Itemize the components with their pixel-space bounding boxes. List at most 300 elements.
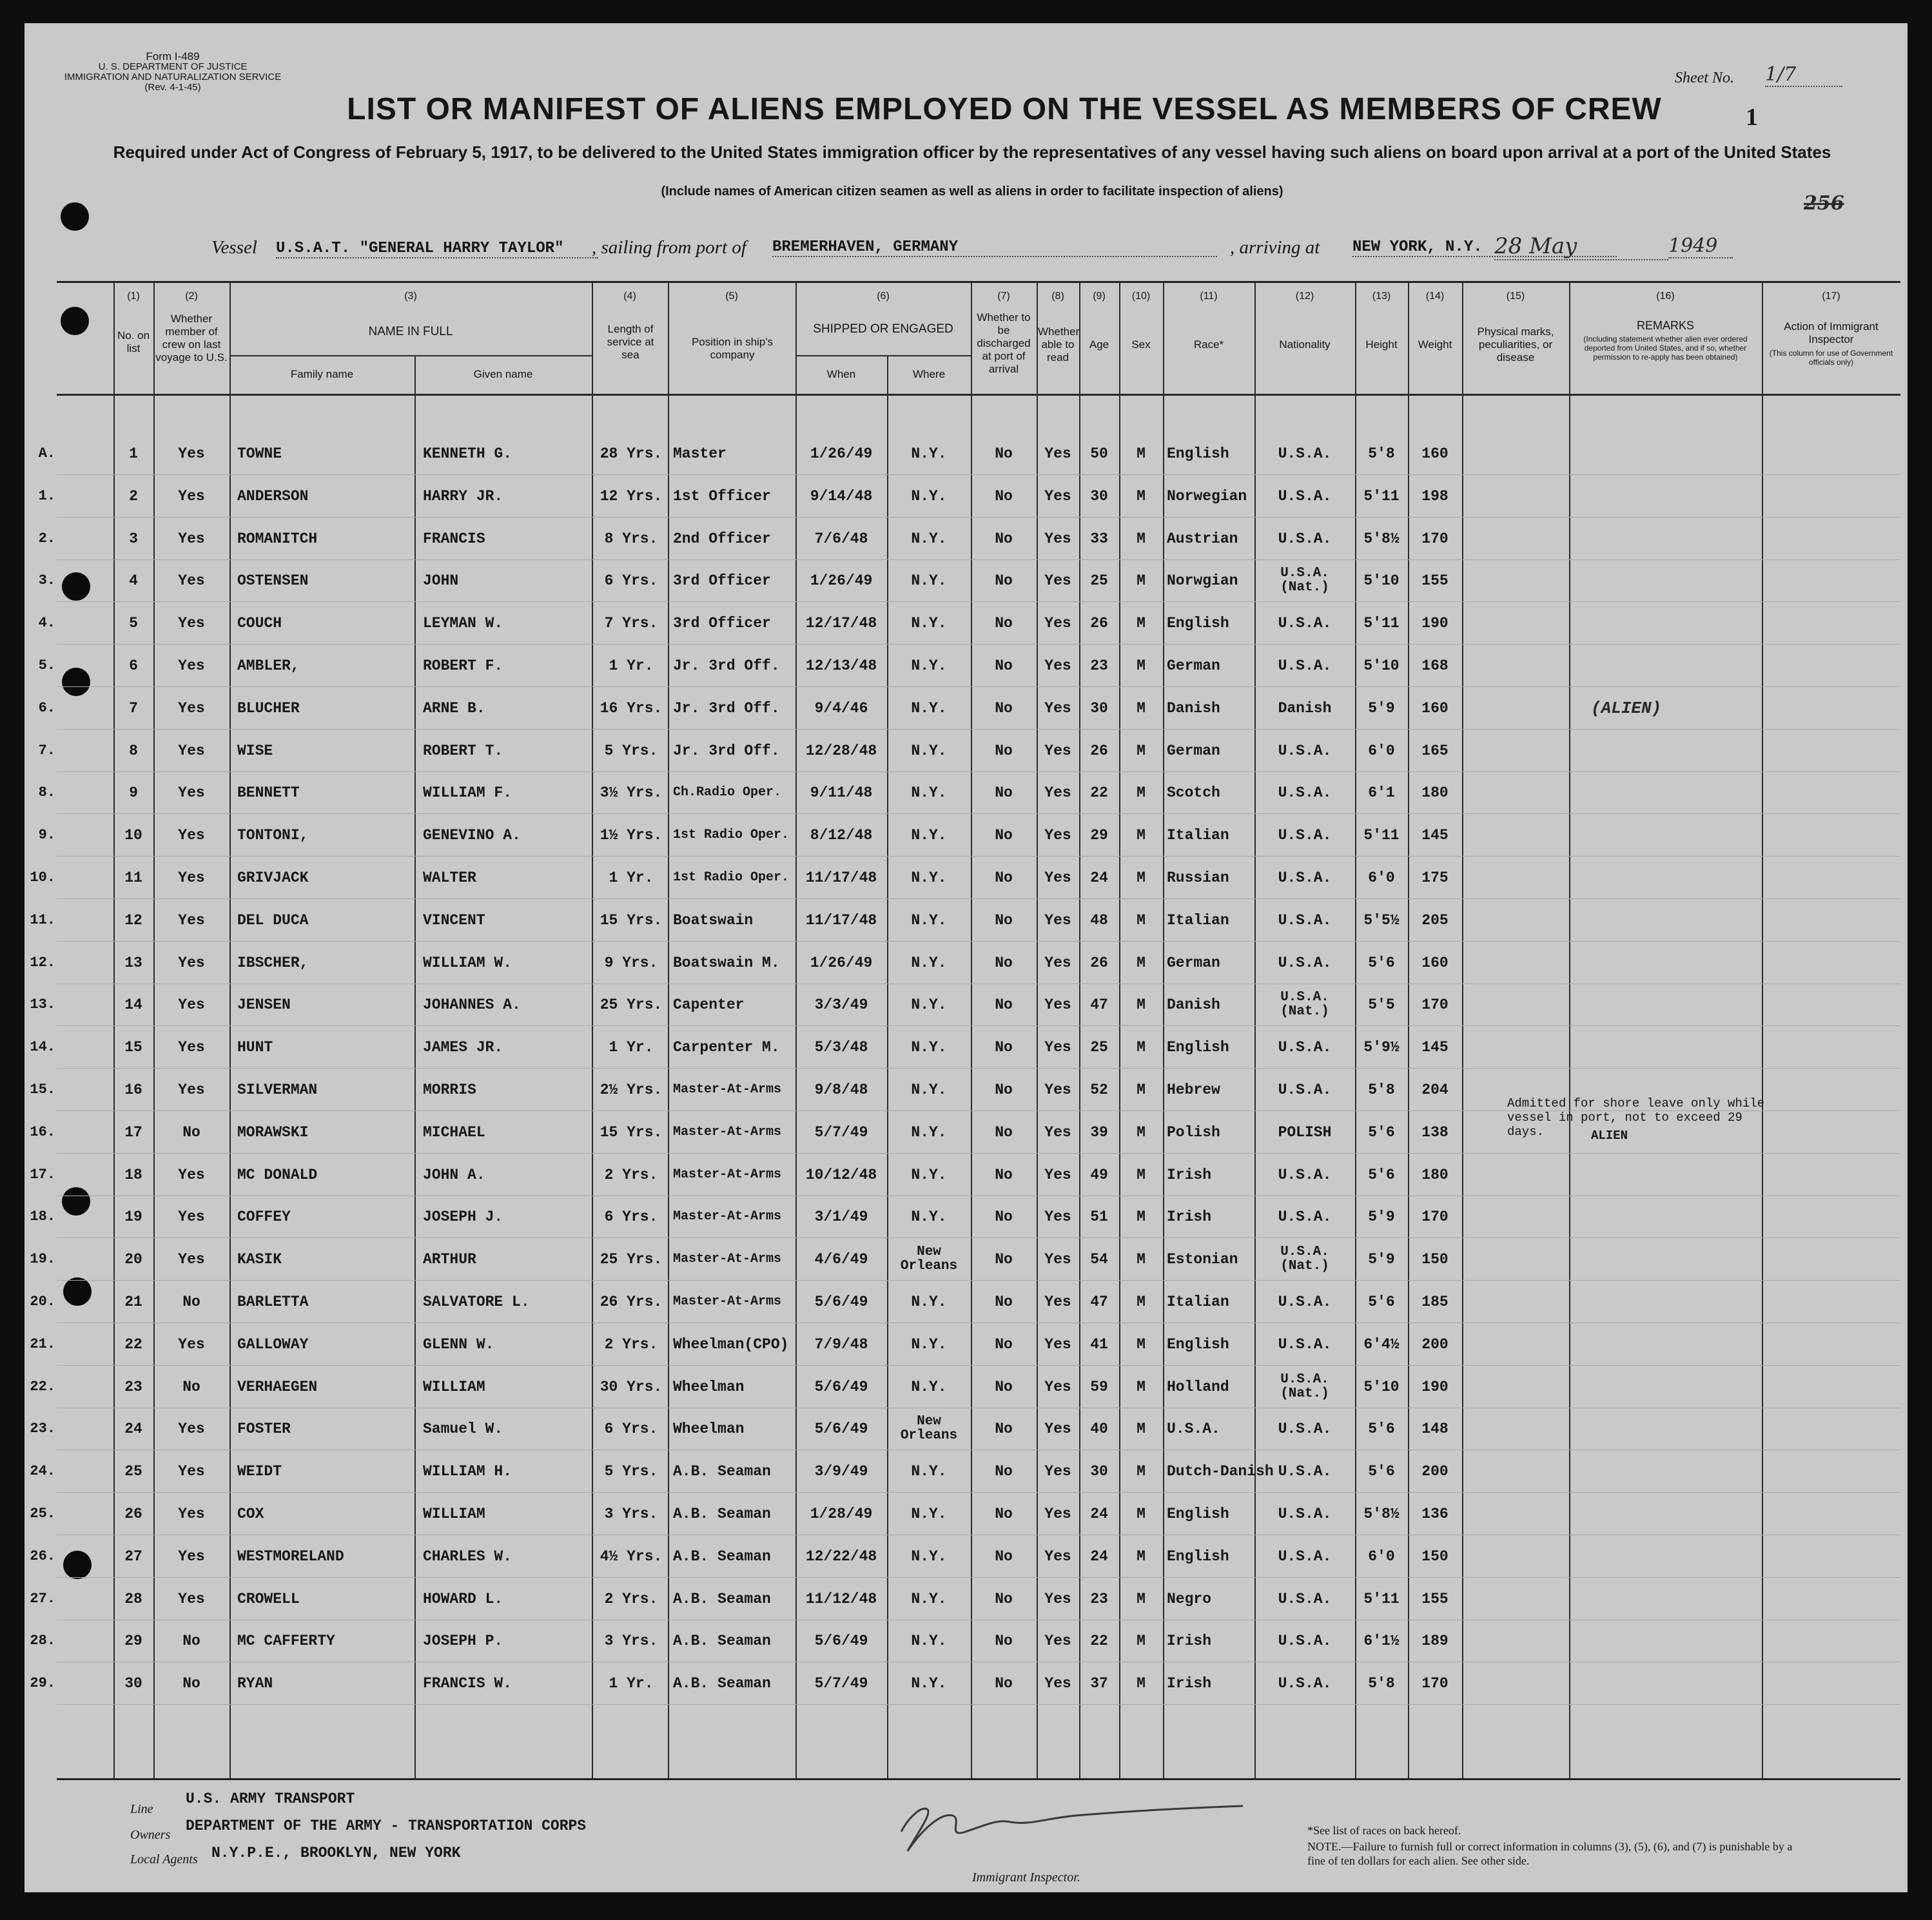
cell-position: Wheelman — [673, 1378, 745, 1395]
cell-age: 47 — [1090, 996, 1108, 1014]
cell-member: Yes — [178, 530, 205, 547]
cell-read: Yes — [1044, 1547, 1071, 1565]
cell-nat: U.S.A. — [1278, 1506, 1332, 1522]
cell-height: 5'10 — [1363, 572, 1400, 590]
cell-height: 5'6 — [1368, 1123, 1395, 1141]
row-rule — [57, 1068, 1900, 1069]
col-num-12: (12) — [1295, 291, 1314, 302]
cell-where: New Orleans — [900, 1414, 958, 1444]
cell-weight: 180 — [1421, 784, 1449, 802]
cell-race: Italian — [1167, 911, 1229, 929]
cell-age: 23 — [1090, 1590, 1108, 1607]
row-rule — [57, 1280, 1900, 1281]
cell-height: 6'1 — [1368, 784, 1395, 802]
cell-service: 2 Yrs. — [604, 1335, 658, 1353]
cell-read: Yes — [1044, 1294, 1071, 1310]
cell-given: ROBERT T. — [423, 742, 503, 759]
cell-sex: M — [1137, 1421, 1146, 1438]
cell-given: ARNE B. — [423, 699, 485, 717]
cell-member: Yes — [178, 1039, 205, 1056]
cell-member: Yes — [178, 1251, 205, 1268]
col-label-where: Where — [912, 368, 946, 380]
row-margin-label: 27. — [30, 1590, 55, 1607]
cell-weight: 155 — [1421, 572, 1449, 590]
cell-where: N.Y. — [911, 530, 947, 547]
cell-position: Master-At-Arms — [673, 1082, 782, 1097]
cell-when: 12/13/48 — [805, 657, 877, 674]
cell-read: Yes — [1044, 1251, 1071, 1268]
cell-height: 5'11 — [1363, 487, 1400, 505]
cell-height: 5'10 — [1363, 1378, 1400, 1395]
cell-family: COX — [237, 1506, 264, 1522]
col-num-7: (7) — [997, 291, 1010, 302]
cell-when: 9/11/48 — [810, 784, 873, 802]
cell-disch: No — [995, 1547, 1013, 1565]
cell-race: English — [1167, 1335, 1229, 1353]
cell-sex: M — [1137, 742, 1146, 759]
cell-where: N.Y. — [911, 1294, 947, 1310]
cell-race: Russian — [1167, 869, 1229, 886]
cell-race: English — [1167, 1039, 1229, 1056]
cell-service: 5 Yrs. — [604, 1463, 658, 1480]
row-rule — [57, 1237, 1900, 1238]
cell-sex: M — [1137, 1251, 1146, 1268]
cell-no: 17 — [124, 1123, 142, 1141]
row-rule — [57, 644, 1900, 645]
cell-where: N.Y. — [911, 1675, 947, 1692]
cell-nat: U.S.A. — [1278, 742, 1332, 759]
cell-service: 9 Yrs. — [604, 954, 658, 971]
cell-service: 8 Yrs. — [604, 530, 658, 547]
cell-nat: U.S.A. — [1278, 530, 1332, 547]
cell-position: Master — [673, 445, 727, 462]
cell-member: Yes — [178, 1335, 205, 1353]
cell-no: 19 — [124, 1208, 142, 1226]
agents-label: Local Agents — [130, 1852, 198, 1867]
cell-nat: U.S.A. — [1278, 1335, 1332, 1353]
cell-weight: 155 — [1421, 1590, 1449, 1607]
cell-weight: 200 — [1421, 1335, 1449, 1353]
cell-no: 15 — [124, 1039, 142, 1056]
cell-no: 2 — [129, 487, 138, 505]
cell-position: A.B. Seaman — [673, 1463, 771, 1480]
cell-when: 4/6/49 — [814, 1251, 868, 1268]
col-label-family: Family name — [290, 368, 354, 380]
arrival-date: 28 May — [1494, 233, 1668, 260]
cell-family: COFFEY — [237, 1208, 291, 1226]
cell-weight: 170 — [1421, 530, 1449, 547]
cell-service: 2 Yrs. — [604, 1166, 658, 1183]
cell-height: 5'9 — [1368, 699, 1395, 717]
cell-height: 5'8½ — [1363, 530, 1400, 547]
cell-sex: M — [1137, 530, 1146, 547]
cell-no: 29 — [124, 1633, 142, 1650]
cell-weight: 189 — [1421, 1633, 1449, 1650]
owners-label: Owners — [130, 1828, 171, 1842]
cell-age: 51 — [1090, 1208, 1108, 1226]
cell-service: 12 Yrs. — [600, 487, 663, 505]
agents-value: N.Y.P.E., BROOKLYN, NEW YORK — [211, 1845, 461, 1861]
cell-position: Master-At-Arms — [673, 1294, 782, 1309]
cell-race: Norwegian — [1167, 487, 1247, 505]
cell-height: 5'8 — [1368, 445, 1395, 462]
form-identifier — [63, 52, 282, 93]
cell-race: German — [1167, 657, 1220, 674]
form-revision: (Rev. 4-1-45) — [144, 82, 201, 93]
cell-disch: No — [995, 1590, 1013, 1607]
cell-sex: M — [1137, 699, 1146, 717]
cell-family: IBSCHER, — [237, 954, 309, 971]
cell-member: No — [182, 1378, 200, 1395]
cell-remark: Admitted for shore leave only while vessel in port, not to exceed 29 days. — [1507, 1096, 1765, 1139]
cell-nat: U.S.A. — [1278, 615, 1332, 632]
col-num-13: (13) — [1372, 291, 1391, 302]
cell-weight: 175 — [1421, 869, 1449, 886]
cell-age: 22 — [1090, 1633, 1108, 1650]
cell-position: Wheelman — [673, 1421, 745, 1438]
cell-given: KENNETH G. — [423, 445, 512, 462]
cell-disch: No — [995, 657, 1013, 674]
cell-position: A.B. Seaman — [673, 1633, 771, 1650]
cell-no: 1 — [129, 445, 138, 462]
cell-when: 12/17/48 — [805, 615, 877, 632]
row-margin-label: 9. — [38, 827, 55, 844]
inspector-label: Immigrant Inspector. — [972, 1870, 1080, 1885]
cell-height: 5'9 — [1368, 1208, 1395, 1226]
cell-where: N.Y. — [911, 1081, 947, 1098]
cell-disch: No — [995, 615, 1013, 632]
cell-sex: M — [1137, 1590, 1146, 1607]
cell-age: 30 — [1090, 699, 1108, 717]
cell-family: FOSTER — [237, 1421, 291, 1438]
cell-height: 5'8 — [1368, 1675, 1395, 1692]
cell-height: 6'4½ — [1363, 1335, 1400, 1353]
cell-family: HUNT — [237, 1039, 273, 1056]
cell-age: 26 — [1090, 954, 1108, 971]
cell-position: 1st Radio Oper. — [673, 870, 790, 885]
vessel-name: U.S.A.T. "GENERAL HARRY TAYLOR" — [276, 240, 598, 258]
cell-nat: U.S.A. — [1278, 954, 1332, 971]
cell-family: TONTONI, — [237, 827, 309, 844]
col-label-member: Whether member of crew on last voyage to U.S. — [155, 313, 228, 364]
row-margin-label: 12. — [30, 954, 55, 971]
cell-nat: U.S.A. — [1278, 1633, 1332, 1650]
cell-weight: 198 — [1421, 487, 1449, 505]
sailing-label: , sailing from port of — [592, 237, 746, 258]
cell-read: Yes — [1044, 954, 1071, 971]
cell-read: Yes — [1044, 1208, 1071, 1226]
cell-age: 30 — [1090, 1463, 1108, 1480]
cell-when: 5/6/49 — [814, 1378, 868, 1395]
cell-given: JOHN A. — [423, 1166, 485, 1183]
cell-sex: M — [1137, 615, 1146, 632]
cell-height: 5'6 — [1368, 1166, 1395, 1183]
cell-when: 1/26/49 — [810, 954, 873, 971]
cell-age: 25 — [1090, 572, 1108, 590]
cell-height: 5'8 — [1368, 1081, 1395, 1098]
cell-age: 47 — [1090, 1294, 1108, 1310]
cell-race: Estonian — [1167, 1251, 1238, 1268]
cell-family: WESTMORELAND — [237, 1547, 344, 1565]
cell-position: Carpenter M. — [673, 1039, 780, 1056]
cell-disch: No — [995, 445, 1013, 462]
col-label-weight: Weight — [1418, 338, 1452, 351]
cell-where: N.Y. — [911, 911, 947, 929]
cell-height: 5'11 — [1363, 615, 1400, 632]
cell-sex: M — [1137, 911, 1146, 929]
cell-read: Yes — [1044, 784, 1071, 802]
cell-no: 23 — [124, 1378, 142, 1395]
cell-service: 30 Yrs. — [600, 1378, 663, 1395]
cell-age: 59 — [1090, 1378, 1108, 1395]
cell-height: 5'8½ — [1363, 1506, 1400, 1522]
row-margin-label: 5. — [38, 657, 55, 674]
cell-given: JOHN — [423, 572, 459, 590]
row-rule — [57, 1577, 1900, 1578]
cell-disch: No — [995, 784, 1013, 802]
manifest-sheet — [24, 23, 1908, 1892]
cell-where: N.Y. — [911, 699, 947, 717]
cell-given: HARRY JR. — [423, 487, 503, 505]
cell-where: N.Y. — [911, 1547, 947, 1565]
cell-member: Yes — [178, 1421, 205, 1438]
cell-where: N.Y. — [911, 1378, 947, 1395]
cell-age: 40 — [1090, 1421, 1108, 1438]
cell-read: Yes — [1044, 996, 1071, 1014]
cell-nat: U.S.A. — [1278, 827, 1332, 844]
cell-where: N.Y. — [911, 1463, 947, 1480]
cell-no: 6 — [129, 657, 138, 674]
cell-when: 8/12/48 — [810, 827, 873, 844]
cell-disch: No — [995, 1506, 1013, 1522]
cell-where: N.Y. — [911, 869, 947, 886]
cell-family: WISE — [237, 742, 273, 759]
cell-height: 5'6 — [1368, 954, 1395, 971]
cell-height: 6'1½ — [1363, 1633, 1400, 1650]
row-margin-label: 20. — [30, 1294, 55, 1310]
cell-weight: 200 — [1421, 1463, 1449, 1480]
cell-race: Norwgian — [1167, 572, 1238, 590]
cell-no: 5 — [129, 615, 138, 632]
cell-no: 13 — [124, 954, 142, 971]
cell-service: 15 Yrs. — [600, 911, 663, 929]
cell-family: KASIK — [237, 1251, 282, 1268]
cell-service: 1 Yr. — [609, 1039, 654, 1056]
cell-given: Samuel W. — [423, 1421, 503, 1438]
cell-sex: M — [1137, 1506, 1146, 1522]
cell-sex: M — [1137, 1208, 1146, 1226]
cell-given: JOSEPH J. — [423, 1208, 503, 1226]
cell-race: Hebrew — [1167, 1081, 1220, 1098]
row-margin-label: 1. — [38, 487, 55, 504]
cell-height: 5'5 — [1368, 996, 1395, 1014]
cell-disch: No — [995, 530, 1013, 547]
cell-height: 5'11 — [1363, 827, 1400, 844]
cell-where: N.Y. — [911, 1039, 947, 1056]
cell-race: Irish — [1167, 1166, 1212, 1183]
arriving-label: , arriving at — [1230, 237, 1320, 258]
cell-service: 6 Yrs. — [604, 1208, 658, 1226]
cell-read: Yes — [1044, 1506, 1071, 1522]
cell-read: Yes — [1044, 827, 1071, 844]
cell-position: Master-At-Arms — [673, 1209, 782, 1225]
cell-weight: 165 — [1421, 742, 1449, 759]
col-label-read: Whether able to read — [1038, 325, 1080, 364]
cell-no: 28 — [124, 1590, 142, 1607]
line-label: Line — [130, 1802, 153, 1816]
cell-when: 11/17/48 — [805, 869, 877, 886]
cell-position: Boatswain — [673, 911, 754, 929]
sheet-no-value: 1/7 — [1765, 63, 1842, 87]
cell-position: 1st Officer — [673, 487, 771, 505]
cell-height: 5'5½ — [1363, 911, 1400, 929]
cell-when: 7/9/48 — [814, 1335, 868, 1353]
col-num-5: (5) — [725, 291, 738, 302]
cell-service: 7 Yrs. — [604, 615, 658, 632]
cell-sex: M — [1137, 445, 1146, 462]
cell-family: GRIVJACK — [237, 869, 309, 886]
row-rule — [57, 1025, 1900, 1026]
corner-number: 256 — [1804, 192, 1844, 215]
cell-family: BARLETTA — [237, 1294, 309, 1310]
cell-nat: U.S.A. — [1278, 1208, 1332, 1226]
cell-member: Yes — [178, 657, 205, 674]
cell-sex: M — [1137, 1039, 1146, 1056]
cell-family: SILVERMAN — [237, 1081, 318, 1098]
cell-when: 3/1/49 — [814, 1208, 868, 1226]
col-label-service: Length of service at sea — [607, 323, 654, 361]
cell-age: 23 — [1090, 657, 1108, 674]
form-service: IMMIGRATION AND NATURALIZATION SERVICE — [64, 72, 282, 82]
cell-position: Capenter — [673, 996, 745, 1014]
cell-when: 7/6/48 — [814, 530, 868, 547]
cell-age: 49 — [1090, 1166, 1108, 1183]
row-margin-label: 3. — [38, 572, 55, 589]
cell-nat: Danish — [1278, 699, 1332, 717]
col-num-14: (14) — [1425, 291, 1445, 302]
cell-nat: U.S.A. (Nat.) — [1280, 1372, 1329, 1401]
cell-service: 6 Yrs. — [604, 572, 658, 590]
col-num-11: (11) — [1200, 291, 1218, 302]
col-label-age: Age — [1089, 338, 1109, 351]
cell-age: 37 — [1090, 1675, 1108, 1692]
cell-service: 1½ Yrs. — [600, 827, 663, 844]
cell-service: 2½ Yrs. — [600, 1081, 663, 1098]
cell-given: LEYMAN W. — [423, 615, 503, 632]
col-num-8: (8) — [1051, 291, 1064, 302]
cell-disch: No — [995, 1294, 1013, 1310]
cell-family: JENSEN — [237, 996, 291, 1014]
cell-given: MORRIS — [423, 1081, 476, 1098]
cell-service: 3½ Yrs. — [600, 784, 663, 802]
cell-where: N.Y. — [911, 954, 947, 971]
cell-age: 50 — [1090, 445, 1108, 462]
cell-member: Yes — [178, 615, 205, 632]
cell-service: 4½ Yrs. — [600, 1547, 663, 1565]
cell-age: 54 — [1090, 1251, 1108, 1268]
cell-nat: U.S.A. — [1278, 1166, 1332, 1183]
row-rule — [57, 474, 1900, 475]
punch-hole — [61, 202, 89, 231]
cell-where: N.Y. — [911, 996, 947, 1014]
row-margin-label: 24. — [30, 1463, 55, 1480]
cell-remark-status: ALIEN — [1591, 1128, 1628, 1143]
row-margin-label: 7. — [38, 742, 55, 759]
cell-where: N.Y. — [911, 487, 947, 505]
cell-service: 26 Yrs. — [600, 1294, 663, 1310]
cell-height: 6'0 — [1368, 742, 1395, 759]
cell-no: 12 — [124, 911, 142, 929]
cell-race: Danish — [1167, 996, 1220, 1014]
cell-when: 1/26/49 — [810, 445, 873, 462]
cell-when: 5/7/49 — [814, 1675, 868, 1692]
cell-when: 9/14/48 — [810, 487, 873, 505]
cell-position: A.B. Seaman — [673, 1675, 771, 1692]
cell-read: Yes — [1044, 1039, 1071, 1056]
include-text: (Include names of American citizen seamen as well as aliens in order to facilitate inspection of aliens) — [661, 184, 1283, 199]
cell-read: Yes — [1044, 1675, 1071, 1692]
cell-age: 25 — [1090, 1039, 1108, 1056]
row-rule — [57, 856, 1900, 857]
col-label-no: No. on list — [117, 329, 150, 354]
cell-height: 5'9½ — [1363, 1039, 1400, 1056]
cell-sex: M — [1137, 1294, 1146, 1310]
cell-age: 52 — [1090, 1081, 1108, 1098]
cell-member: Yes — [178, 869, 205, 886]
cell-position: Jr. 3rd Off. — [673, 657, 780, 674]
cell-family: MC DONALD — [237, 1166, 318, 1183]
cell-member: Yes — [178, 1208, 205, 1226]
cell-when: 3/9/49 — [814, 1463, 868, 1480]
cell-service: 16 Yrs. — [600, 699, 663, 717]
cell-nat: U.S.A. — [1278, 1547, 1332, 1565]
cell-read: Yes — [1044, 869, 1071, 886]
owners-value: DEPARTMENT OF THE ARMY - TRANSPORTATION CORPS — [186, 1818, 587, 1834]
cell-disch: No — [995, 1463, 1013, 1480]
cell-given: WALTER — [423, 869, 476, 886]
row-margin-label: 21. — [30, 1335, 55, 1352]
cell-read: Yes — [1044, 572, 1071, 590]
cell-race: Irish — [1167, 1208, 1212, 1226]
cell-position: 3rd Officer — [673, 615, 771, 632]
cell-where: N.Y. — [911, 1633, 947, 1650]
cell-member: Yes — [178, 784, 205, 802]
cell-given: JOSEPH P. — [423, 1633, 503, 1650]
cell-family: DEL DUCA — [237, 911, 309, 929]
col-num-16: (16) — [1656, 291, 1675, 302]
cell-no: 11 — [124, 869, 142, 886]
cell-no: 25 — [124, 1463, 142, 1480]
cell-position: Wheelman(CPO) — [673, 1335, 789, 1353]
cell-service: 6 Yrs. — [604, 1421, 658, 1438]
cell-weight: 170 — [1421, 996, 1449, 1014]
cell-read: Yes — [1044, 615, 1071, 632]
cell-sex: M — [1137, 1547, 1146, 1565]
cell-family: MORAWSKI — [237, 1123, 309, 1141]
row-rule — [57, 559, 1900, 560]
cell-member: No — [182, 1123, 200, 1141]
cell-nat: U.S.A. (Nat.) — [1280, 990, 1329, 1020]
cell-where: N.Y. — [911, 1335, 947, 1353]
cell-position: Boatswain M. — [673, 954, 780, 971]
cell-race: Irish — [1167, 1675, 1212, 1692]
port-to: NEW YORK, N.Y. — [1352, 238, 1617, 257]
row-margin-label: A. — [38, 445, 55, 461]
cell-where: N.Y. — [911, 1123, 947, 1141]
form-department: U. S. DEPARTMENT OF JUSTICE — [98, 61, 248, 72]
cell-given: WILLIAM W. — [423, 954, 512, 971]
cell-age: 29 — [1090, 827, 1108, 844]
